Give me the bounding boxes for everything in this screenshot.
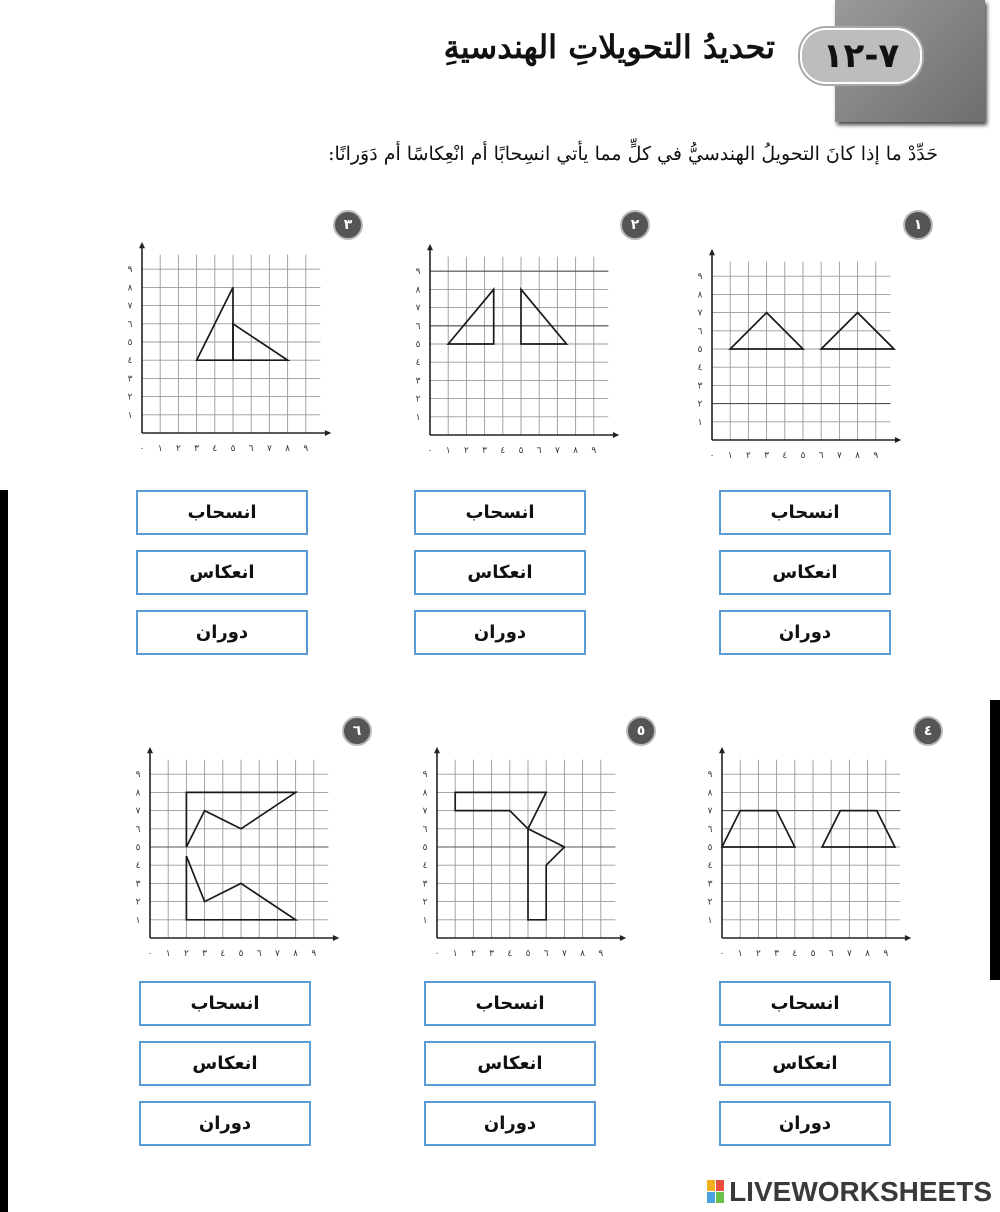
x-tick-label: ٤ [782, 451, 788, 461]
y-tick-label: ٣ [127, 374, 133, 385]
figure-shape-2 [521, 289, 567, 344]
x-tick-label: ٩ [591, 446, 597, 456]
x-tick-label: ٨ [580, 949, 586, 959]
y-tick-label: ٨ [127, 283, 133, 294]
x-tick-label: ٢ [463, 446, 469, 456]
x-tick-label: ٧ [836, 451, 842, 461]
instruction-text: حَدِّدْ ما إذا كانَ التحويلُ الهندسيُّ في كلٍّ مما يأتي انسِحابًا أم انْعِكاسًا أم دَوَرانًا: [328, 143, 938, 165]
y-tick-label: ٧ [422, 806, 428, 817]
x-tick-label: ١ [157, 444, 163, 454]
x-tick-label: ٦ [256, 949, 262, 959]
grid-svg [700, 730, 915, 965]
x-tick-label: ٠ [427, 446, 433, 456]
x-tick-label: ٢ [470, 949, 476, 959]
y-tick-label: ٦ [422, 824, 428, 835]
x-tick-label: ٧ [554, 446, 560, 456]
y-tick-label: ٦ [697, 326, 703, 337]
y-axis-arrow [709, 249, 715, 255]
x-tick-label: ٨ [293, 949, 299, 959]
x-tick-label: ٧ [846, 949, 852, 959]
option-reflection-6[interactable]: انعكاس [139, 1041, 311, 1086]
x-tick-label: ٥ [238, 949, 244, 959]
option-reflection-1[interactable]: انعكاس [719, 550, 891, 595]
y-tick-label: ٥ [127, 338, 133, 348]
y-tick-label: ١ [135, 915, 141, 926]
x-axis-arrow [905, 935, 911, 941]
grid-figure-1 [690, 232, 905, 471]
x-tick-label: ٠ [719, 949, 725, 959]
y-tick-label: ١ [127, 410, 133, 421]
x-tick-label: ٧ [274, 949, 280, 959]
x-tick-label: ٣ [774, 949, 780, 959]
x-tick-label: ٨ [285, 444, 291, 454]
y-tick-label: ٥ [135, 843, 141, 853]
y-tick-label: ٧ [707, 806, 713, 817]
y-tick-label: ١ [697, 417, 703, 428]
y-tick-label: ٥ [415, 340, 421, 350]
x-tick-label: ٨ [865, 949, 871, 959]
x-tick-label: ٤ [792, 949, 798, 959]
y-tick-label: ٦ [415, 321, 421, 332]
y-tick-label: ٢ [135, 897, 141, 908]
x-tick-label: ٣ [764, 451, 770, 461]
option-reflection-5[interactable]: انعكاس [424, 1041, 596, 1086]
option-rotation-4[interactable]: دوران [719, 1101, 891, 1146]
x-tick-label: ٦ [818, 451, 824, 461]
y-tick-label: ٨ [422, 788, 428, 799]
liveworksheets-logo [707, 1176, 992, 1208]
x-tick-label: ٦ [828, 949, 834, 959]
x-tick-label: ٣ [489, 949, 495, 959]
grid-svg [120, 225, 335, 460]
y-tick-label: ٩ [697, 272, 703, 283]
y-tick-label: ٨ [697, 290, 703, 301]
option-reflection-4[interactable]: انعكاس [719, 1041, 891, 1086]
problem-number-6: ٦ [342, 716, 372, 746]
grid-figure-6 [128, 730, 343, 969]
y-tick-label: ٩ [422, 770, 428, 781]
x-tick-label: ٦ [536, 446, 542, 456]
page-edge-left [0, 490, 8, 1212]
y-tick-label: ٦ [135, 824, 141, 835]
y-tick-label: ٧ [697, 308, 703, 319]
x-tick-label: ٧ [266, 444, 272, 454]
page-edge-right [990, 700, 1000, 980]
x-tick-label: ١ [452, 949, 458, 959]
y-tick-label: ٩ [707, 770, 713, 781]
y-tick-label: ٤ [422, 861, 428, 872]
x-tick-label: ٥ [810, 949, 816, 959]
option-translation-3[interactable]: انسحاب [136, 490, 308, 535]
option-translation-5[interactable]: انسحاب [424, 981, 596, 1026]
x-tick-label: ٣ [202, 949, 208, 959]
y-tick-label: ٨ [135, 788, 141, 799]
x-tick-label: ٨ [573, 446, 579, 456]
x-tick-label: ٠ [434, 949, 440, 959]
x-tick-label: ١ [727, 451, 733, 461]
grid-figure-4 [700, 730, 915, 969]
y-tick-label: ٥ [707, 843, 713, 853]
page-title: تحديدُ التحويلاتِ الهندسيةِ [443, 28, 775, 66]
y-tick-label: ٤ [707, 861, 713, 872]
x-tick-label: ٢ [745, 451, 751, 461]
x-tick-label: ٨ [855, 451, 861, 461]
x-tick-label: ٩ [598, 949, 604, 959]
x-tick-label: ٤ [507, 949, 513, 959]
x-tick-label: ٠ [147, 949, 153, 959]
x-tick-label: ٦ [543, 949, 549, 959]
y-tick-label: ٦ [127, 319, 133, 330]
y-tick-label: ٤ [697, 363, 703, 374]
option-translation-1[interactable]: انسحاب [719, 490, 891, 535]
y-axis-arrow [139, 242, 145, 248]
x-axis-arrow [613, 432, 619, 438]
problem-number-3: ٣ [333, 210, 363, 240]
x-tick-label: ٥ [518, 446, 524, 456]
x-tick-label: ٢ [755, 949, 761, 959]
option-translation-4[interactable]: انسحاب [719, 981, 891, 1026]
y-tick-label: ٤ [135, 861, 141, 872]
y-tick-label: ١ [707, 915, 713, 926]
y-axis-arrow [719, 747, 725, 753]
y-tick-label: ١ [415, 412, 421, 423]
liveworksheets-logo-icon [707, 1180, 725, 1204]
option-rotation-1[interactable]: دوران [719, 610, 891, 655]
x-tick-label: ٤ [500, 446, 506, 456]
x-tick-label: ٣ [194, 444, 200, 454]
x-axis-arrow [620, 935, 626, 941]
liveworksheets-logo-text: LIVEWORKSHEETS [729, 1176, 992, 1207]
y-tick-label: ٧ [127, 301, 133, 312]
y-tick-label: ٥ [697, 345, 703, 355]
y-tick-label: ٩ [127, 265, 133, 276]
problem-number-5: ٥ [626, 716, 656, 746]
x-tick-label: ٢ [183, 949, 189, 959]
y-tick-label: ٢ [707, 897, 713, 908]
option-rotation-5[interactable]: دوران [424, 1101, 596, 1146]
grid-svg [408, 227, 623, 462]
problem-number-4: ٤ [913, 716, 943, 746]
y-tick-label: ٧ [415, 303, 421, 314]
y-tick-label: ٦ [707, 824, 713, 835]
option-reflection-2[interactable]: انعكاس [414, 550, 586, 595]
option-rotation-6[interactable]: دوران [139, 1101, 311, 1146]
grid-svg [690, 232, 905, 467]
y-tick-label: ٤ [127, 356, 133, 367]
x-tick-label: ٤ [220, 949, 226, 959]
y-tick-label: ٨ [707, 788, 713, 799]
x-tick-label: ٢ [175, 444, 181, 454]
x-tick-label: ٥ [800, 451, 806, 461]
grid-figure-3 [120, 225, 335, 464]
grid-figure-5 [415, 730, 630, 969]
grid-figure-2 [408, 227, 623, 466]
x-tick-label: ٤ [212, 444, 218, 454]
x-tick-label: ١ [165, 949, 171, 959]
option-rotation-2[interactable]: دوران [414, 610, 586, 655]
x-tick-label: ٧ [561, 949, 567, 959]
y-tick-label: ٢ [127, 392, 133, 403]
x-tick-label: ١ [737, 949, 743, 959]
y-axis-arrow [427, 244, 433, 250]
x-tick-label: ٥ [525, 949, 531, 959]
x-tick-label: ٠ [139, 444, 145, 454]
y-axis-arrow [147, 747, 153, 753]
y-axis-arrow [434, 747, 440, 753]
option-translation-2[interactable]: انسحاب [414, 490, 586, 535]
x-tick-label: ٩ [873, 451, 879, 461]
figure-shape-1 [448, 289, 494, 344]
grid-svg [128, 730, 343, 965]
y-tick-label: ٨ [415, 285, 421, 296]
x-axis-arrow [325, 430, 331, 436]
x-tick-label: ٠ [709, 451, 715, 461]
y-tick-label: ٣ [707, 879, 713, 890]
option-reflection-3[interactable]: انعكاس [136, 550, 308, 595]
x-tick-label: ٥ [230, 444, 236, 454]
y-tick-label: ٢ [415, 394, 421, 405]
x-tick-label: ٩ [883, 949, 889, 959]
lesson-number-badge: ٧-١٢ [800, 28, 922, 84]
y-tick-label: ١ [422, 915, 428, 926]
grid-svg [415, 730, 630, 965]
y-tick-label: ٣ [415, 376, 421, 387]
y-tick-label: ٥ [422, 843, 428, 853]
y-tick-label: ٧ [135, 806, 141, 817]
y-tick-label: ٣ [697, 381, 703, 392]
y-tick-label: ٢ [422, 897, 428, 908]
y-tick-label: ٩ [415, 267, 421, 278]
option-rotation-3[interactable]: دوران [136, 610, 308, 655]
x-tick-label: ٩ [303, 444, 309, 454]
x-axis-arrow [895, 437, 901, 443]
problem-number-2: ٢ [620, 210, 650, 240]
x-tick-label: ٣ [482, 446, 488, 456]
x-tick-label: ٦ [248, 444, 254, 454]
y-tick-label: ٢ [697, 399, 703, 410]
y-tick-label: ٣ [422, 879, 428, 890]
y-tick-label: ٣ [135, 879, 141, 890]
problem-number-1: ١ [903, 210, 933, 240]
x-tick-label: ٩ [311, 949, 317, 959]
option-translation-6[interactable]: انسحاب [139, 981, 311, 1026]
x-axis-arrow [333, 935, 339, 941]
y-tick-label: ٤ [415, 358, 421, 369]
y-tick-label: ٩ [135, 770, 141, 781]
x-tick-label: ١ [445, 446, 451, 456]
